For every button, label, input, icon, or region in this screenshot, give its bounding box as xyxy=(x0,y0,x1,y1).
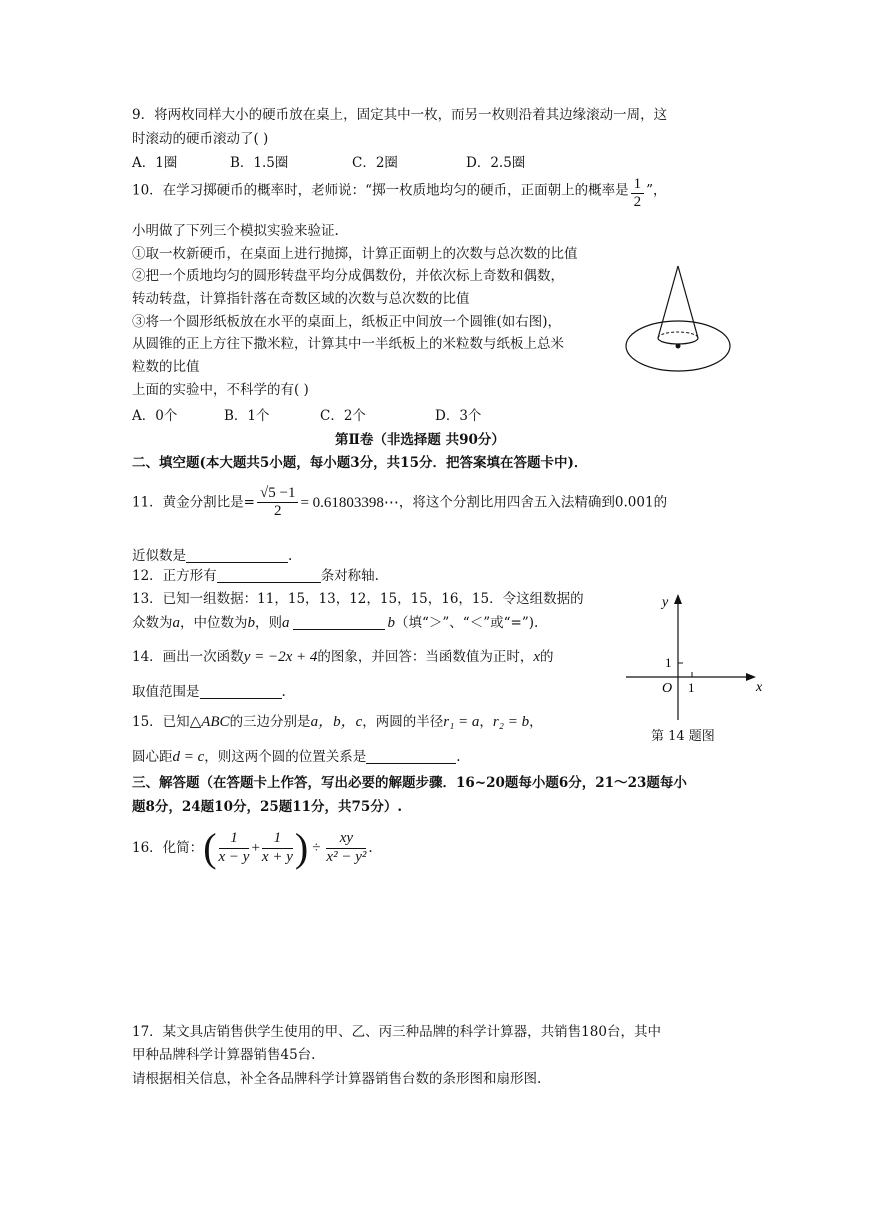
q13-text-d: （填“＞”、“＜”或“=”). xyxy=(395,615,539,631)
q13-var-b2: b xyxy=(387,615,395,631)
q10-options xyxy=(132,408,481,424)
q10-option-b: B．1个 xyxy=(224,408,270,424)
q14-figure-caption: 第 14 题图 xyxy=(651,729,715,744)
q16-f3-den: x² − y² xyxy=(326,848,367,865)
q9-options xyxy=(132,155,525,171)
q16-f1-den: x − y xyxy=(218,848,250,865)
q13-var-b: b xyxy=(247,615,255,631)
q17-line3: 请根据相关信息，补全各品牌科学计算器销售台数的条形图和扇形图. xyxy=(132,1071,542,1087)
q14-text-c: 的 xyxy=(540,649,554,665)
q15-sep: ， xyxy=(479,714,493,730)
cone-right-edge xyxy=(678,266,698,338)
q11-prefix: 11．黄金分割比是= xyxy=(132,494,255,511)
q14-line2-end: . xyxy=(281,684,286,700)
q14-coordinate-figure xyxy=(620,588,780,724)
q16-line xyxy=(132,825,373,870)
q14-text-b: 的图象，并回答：当函数值为正时， xyxy=(317,649,534,665)
q15-r1: r₁ = a xyxy=(443,714,480,730)
q10-line5: 转动转盘，计算指针落在奇数区域的次数与总次数的比值 xyxy=(132,291,470,307)
q15-answer-blank[interactable] xyxy=(366,749,456,764)
q10-option-c: C．2个 xyxy=(320,408,366,424)
q11-line2-text: 近似数是 xyxy=(132,548,186,564)
q9-line2: 时滚动的硬币滚动了( ) xyxy=(132,131,269,147)
q9-option-a: A．1圈 xyxy=(132,155,178,171)
q11-line2 xyxy=(132,548,292,564)
q9-option-c: C．2圈 xyxy=(352,155,398,171)
q11-line2-end: . xyxy=(288,548,293,564)
q9-line1: 9．将两枚同样大小的硬币放在桌上，固定其中一枚，而另一枚则沿着其边缘滚动一周，这 xyxy=(132,107,668,123)
q16-f1-num: 1 xyxy=(219,830,250,848)
q9-option-d: D．2.5圈 xyxy=(466,155,526,171)
q10-line9: 上面的实验中，不科学的有( ) xyxy=(132,382,309,398)
q16-end: . xyxy=(368,839,373,856)
q10-line1-text: 10．在学习掷硬币的概率时，老师说：“掷一枚质地均匀的硬币，正面朝上的概率是 xyxy=(132,182,629,199)
q16-plus: + xyxy=(251,840,260,856)
q16-fraction-3 xyxy=(326,830,366,866)
q13-var-a: a xyxy=(172,615,180,631)
q11-answer-blank[interactable] xyxy=(186,548,288,563)
origin-label: O xyxy=(662,681,673,696)
q13-answer-blank[interactable] xyxy=(293,615,385,630)
q13-text-a: 众数为 xyxy=(132,615,173,631)
q12-text-b: 条对称轴. xyxy=(320,568,379,584)
q11-fraction xyxy=(257,485,298,521)
q15-line1 xyxy=(132,713,543,731)
q14-var-x: x xyxy=(533,649,541,665)
q11-frac-den: 2 xyxy=(273,503,282,520)
q10-frac-den: 2 xyxy=(633,194,642,211)
q16-left-paren: ( xyxy=(203,825,217,870)
q13-text-b: ，中位数为 xyxy=(180,615,248,631)
cone-base-back xyxy=(658,332,698,338)
q10-line6: ③将一个圆形纸板放在水平的桌面上，纸板正中间放一个圆锥(如右图)， xyxy=(132,314,562,330)
q11-suffix: ，将这个分割比用四舍五入法精确到0.001的 xyxy=(398,494,668,511)
y-axis-label: y xyxy=(662,595,669,610)
y-axis-arrow xyxy=(674,594,682,604)
q11-value: = 0.61803398⋯ xyxy=(300,494,399,511)
q10-line3: ①取一枚新硬币，在桌面上进行抛掷，计算正面朝上的次数与总次数的比值 xyxy=(132,246,578,262)
q10-line1 xyxy=(132,176,667,212)
cone-center-dot xyxy=(676,344,681,349)
q15-line2-b: ，则这两个圆的位置关系是 xyxy=(204,749,367,765)
q16-f3-num: xy xyxy=(326,830,366,848)
q11-frac-num: √5 −1 xyxy=(257,485,298,503)
q13-text-c: ，则 xyxy=(255,615,282,631)
x-tick-label: 1 xyxy=(688,680,695,695)
q15-line2 xyxy=(132,748,461,766)
q14-line1 xyxy=(132,648,554,666)
q13-var-a2: a xyxy=(282,615,290,631)
section2-heading: 二、填空题(本大题共5小题，每小题3分，共15分．把答案填在答题卡中)． xyxy=(132,455,588,471)
q16-prefix: 16．化简： xyxy=(132,839,204,856)
q10-line8: 粒数的比值 xyxy=(132,359,200,375)
x-axis-label: x xyxy=(756,680,763,695)
y-tick-label: 1 xyxy=(665,655,672,670)
q15-text-c: ，两圆的半径 xyxy=(362,714,444,730)
q12-text-a: 12．正方形有 xyxy=(132,568,217,584)
q16-fraction-2 xyxy=(262,830,293,866)
q13-line2 xyxy=(132,614,538,632)
q16-fraction-1 xyxy=(219,830,250,866)
cone-figure xyxy=(622,258,750,376)
q15-text-a: 15．已知 xyxy=(132,714,190,730)
q13-line1: 13．已知一组数据：11，15，13，12，15，15，16，15．令这组数据的 xyxy=(132,591,584,607)
q9-option-b: B．1.5圈 xyxy=(230,155,289,171)
q15-distance: d = c xyxy=(172,749,205,765)
section3-heading-line2: 题8分，24题10分，25题11分，共75分）. xyxy=(132,799,403,815)
q15-line2-a: 圆心距 xyxy=(132,749,173,765)
q10-option-a: A．0个 xyxy=(132,408,178,424)
q15-sides: a，b，c xyxy=(310,714,363,730)
q15-line2-end: . xyxy=(456,749,461,765)
q10-fraction xyxy=(631,176,645,212)
q12-answer-blank[interactable] xyxy=(217,568,321,583)
q10-line1-end: ”， xyxy=(646,182,667,199)
x-axis-arrow xyxy=(746,673,756,681)
cone-left-edge xyxy=(658,266,678,338)
q14-answer-blank[interactable] xyxy=(200,684,282,699)
q10-line4: ②把一个质地均匀的圆形转盘平均分成偶数份，并依次标上奇数和偶数， xyxy=(132,268,564,284)
q16-right-paren: ) xyxy=(294,825,309,870)
q10-option-d: D．3个 xyxy=(435,408,482,424)
q15-r2: r₂ = b xyxy=(492,714,530,730)
q16-f2-num: 1 xyxy=(262,830,293,848)
q10-line7: 从圆锥的正上方往下撒米粒，计算其中一半纸板上的米粒数与纸板上总米 xyxy=(132,336,564,352)
q14-expression: y = −2x + 4 xyxy=(243,649,318,665)
q10-frac-num: 1 xyxy=(631,176,645,194)
q12-line xyxy=(132,568,379,584)
q15-triangle: △ABC xyxy=(189,714,230,730)
cone-base-front xyxy=(658,338,698,344)
q16-f2-den: x + y xyxy=(261,848,293,865)
section3-heading-line1: 三、解答题（在答题卡上作答，写出必要的解题步骤．16~20题每小题6分，21～23题每小 xyxy=(132,775,687,791)
q11-line1 xyxy=(132,485,667,521)
q14-line2 xyxy=(132,684,286,700)
q15-text-d: ， xyxy=(529,714,543,730)
q16-divide: ÷ xyxy=(312,840,321,856)
q10-line2: 小明做了下列三个模拟实验来验证. xyxy=(132,223,339,239)
section2-title: 第Ⅱ卷（非选择题 共90分） xyxy=(335,432,505,448)
q15-text-b: 的三边分别是 xyxy=(229,714,311,730)
q17-line1: 17．某文具店销售供学生使用的甲、乙、丙三种品牌的科学计算器，共销售180台，其中 xyxy=(132,1024,661,1040)
q17-line2: 甲种品牌科学计算器销售45台. xyxy=(132,1047,316,1063)
q14-text-a: 14．画出一次函数 xyxy=(132,649,244,665)
q14-line2-text: 取值范围是 xyxy=(132,684,200,700)
